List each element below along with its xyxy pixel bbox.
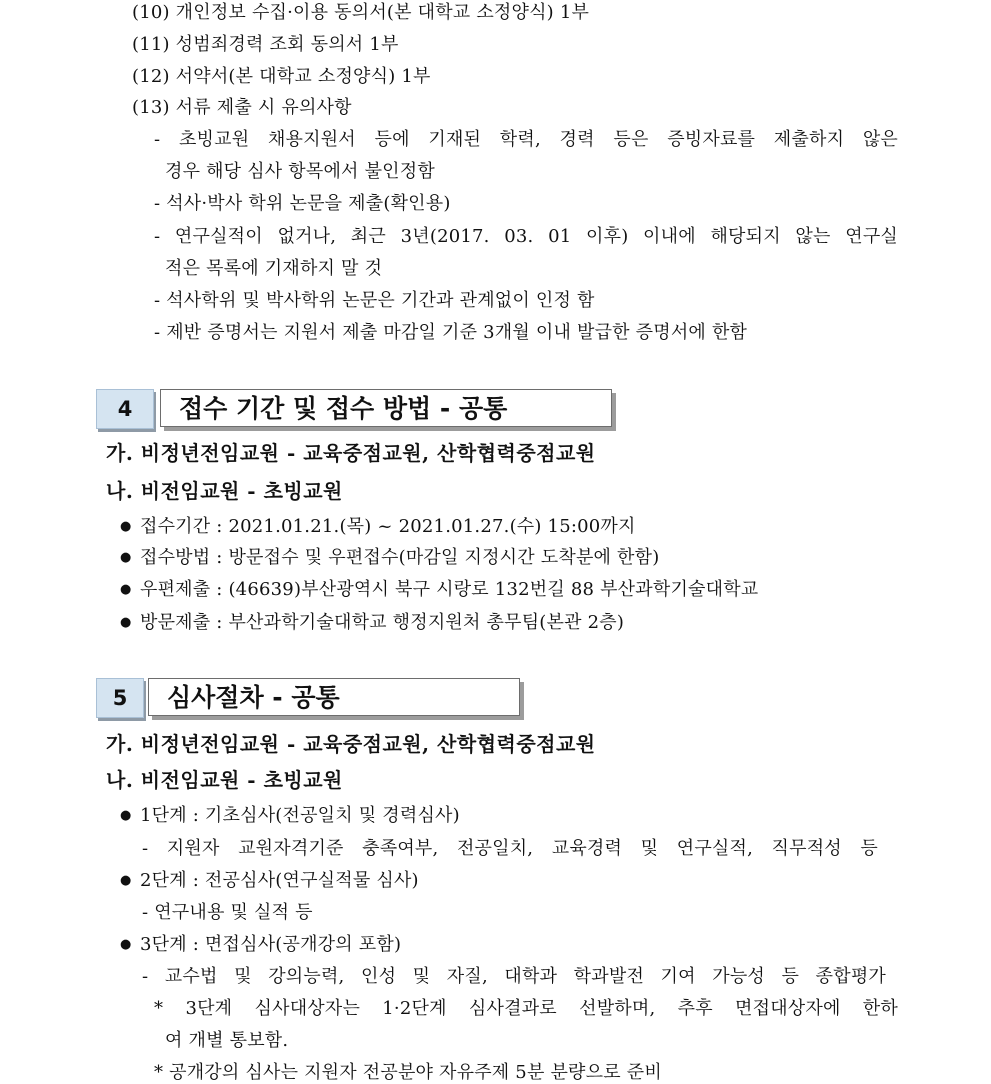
section-4-subheading-a: 가. 비정년전임교원 - 교육중점교원, 산학협력중점교원 (106, 441, 596, 465)
bullet-icon: ● (120, 550, 132, 565)
stage-3: 3단계 : 면접심사(공개강의 포함) (140, 934, 402, 955)
receipt-period: 접수기간 : 2021.01.21.(목) ~ 2021.01.27.(수) 15:00까지 (140, 516, 636, 537)
section-5-subheading-b: 나. 비전임교원 - 초빙교원 (106, 768, 343, 792)
doc-item-12: (12) 서약서(본 대학교 소정양식) 1부 (132, 66, 431, 87)
bullet-icon: ● (120, 873, 132, 888)
note-3-line-2: 적은 목록에 기재하지 말 것 (165, 258, 383, 279)
postal-submission: 우편제출 : (46639)부산광역시 북구 시랑로 132번길 88 부산과학기술대학교 (140, 579, 759, 600)
doc-item-11: (11) 성범죄경력 조회 동의서 1부 (132, 34, 399, 55)
receipt-method: 접수방법 : 방문접수 및 우편접수(마감일 지정시간 도착분에 한함) (140, 547, 660, 568)
note-3-line-1: - 연구실적이 없거나, 최근 3년(2017. 03. 01 이후) 이내에 해당되지 않는 연구실 (154, 226, 898, 247)
stage-2: 2단계 : 전공심사(연구실적물 심사) (140, 870, 419, 891)
section-4-title: 접수 기간 및 접수 방법 - 공통 (160, 389, 612, 427)
doc-item-13: (13) 서류 제출 시 유의사항 (132, 97, 352, 118)
visit-submission: 방문제출 : 부산과학기술대학교 행정지원처 총무팀(본관 2층) (140, 612, 625, 633)
bullet-icon: ● (120, 519, 132, 534)
note-2: - 석사·박사 학위 논문을 제출(확인용) (154, 193, 451, 214)
section-5-number: 5 (96, 678, 144, 718)
note-1-line-1: - 초빙교원 채용지원서 등에 기재된 학력, 경력 등은 증빙자료를 제출하지 않은 (154, 129, 898, 150)
stage-2-detail: - 연구내용 및 실적 등 (142, 902, 313, 923)
note-5: - 제반 증명서는 지원서 제출 마감일 기준 3개월 이내 발급한 증명서에 한함 (154, 322, 748, 343)
bullet-icon: ● (120, 808, 132, 823)
section-5-subheading-a: 가. 비정년전임교원 - 교육중점교원, 산학협력중점교원 (106, 732, 596, 756)
section-5-title: 심사절차 - 공통 (148, 678, 520, 716)
section-4-subheading-b: 나. 비전임교원 - 초빙교원 (106, 479, 343, 503)
stage-3-note-1-line-1: * 3단계 심사대상자는 1·2단계 심사결과로 선발하며, 추후 면접대상자에 한하 (154, 998, 898, 1019)
bullet-icon: ● (120, 582, 132, 597)
note-4: - 석사학위 및 박사학위 논문은 기간과 관계없이 인정 함 (154, 290, 595, 311)
doc-item-10: (10) 개인정보 수집·이용 동의서(본 대학교 소정양식) 1부 (132, 2, 590, 23)
stage-1-detail: - 지원자 교원자격기준 충족여부, 전공일치, 교육경력 및 연구실적, 직무적성 등 (142, 838, 878, 859)
bullet-icon: ● (120, 937, 132, 952)
note-1-line-2: 경우 해당 심사 항목에서 불인정함 (165, 161, 435, 182)
stage-3-note-2: * 공개강의 심사는 지원자 전공분야 자유주제 5분 분량으로 준비 (154, 1062, 662, 1083)
stage-3-detail: - 교수법 및 강의능력, 인성 및 자질, 대학과 학과발전 기여 가능성 등 종합평가 (142, 966, 886, 987)
bullet-icon: ● (120, 615, 132, 630)
section-4-number: 4 (96, 389, 154, 429)
stage-1: 1단계 : 기초심사(전공일치 및 경력심사) (140, 805, 460, 826)
stage-3-note-1-line-2: 여 개별 통보함. (165, 1030, 289, 1051)
